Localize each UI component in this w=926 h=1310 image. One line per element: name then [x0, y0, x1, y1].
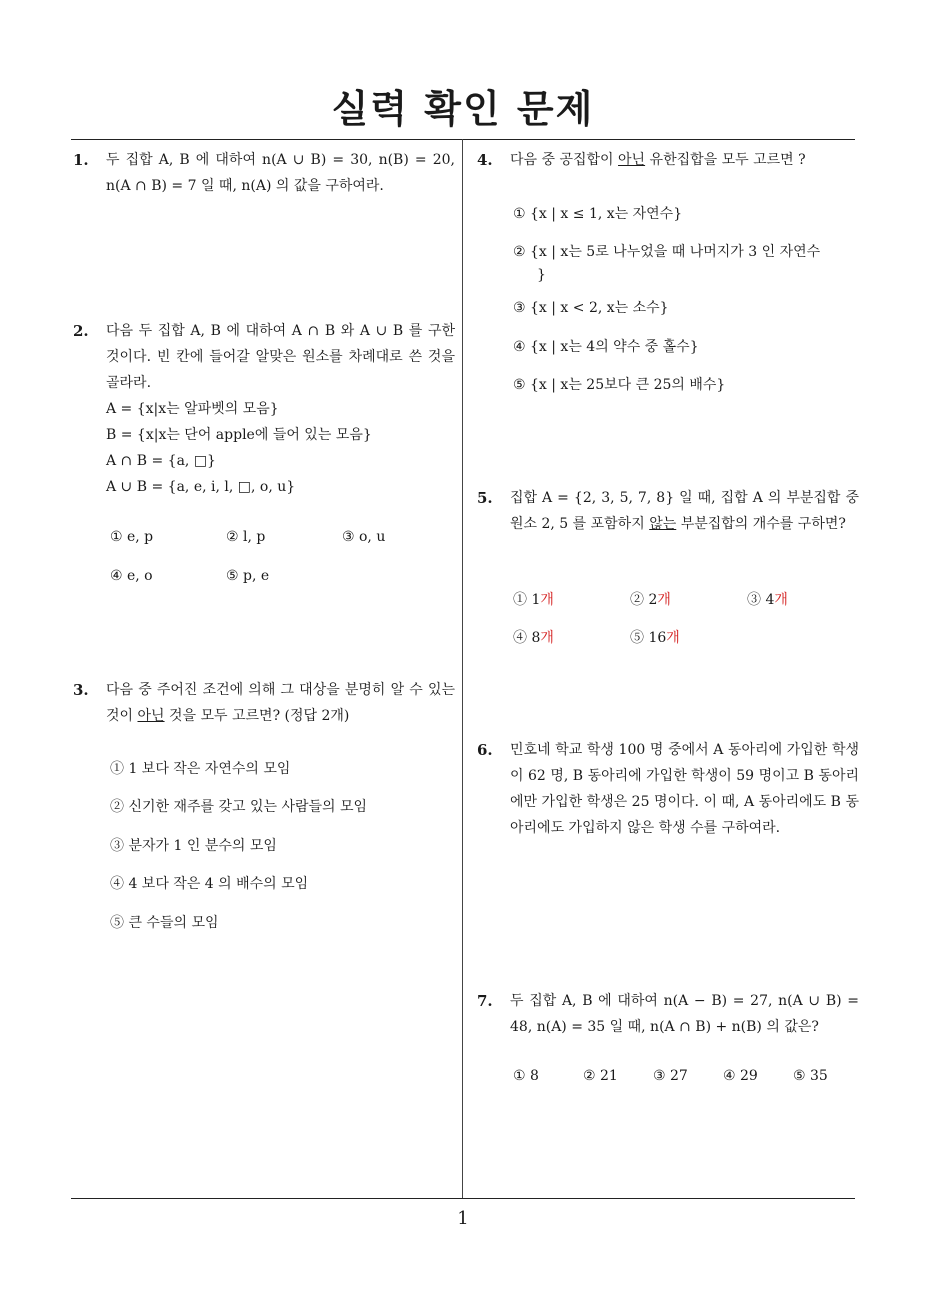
- set-definition-line: A ∪ B = {a, e, i, l, □, o, u}: [106, 479, 296, 495]
- answer-option[interactable]: ② {x | x는 5로 나누었을 때 나머지가 3 인 자연수: [513, 244, 821, 260]
- underlined-word: 않는: [649, 516, 677, 532]
- answer-option[interactable]: ④ 8개: [513, 630, 554, 646]
- answer-option[interactable]: ③ 분자가 1 인 분수의 모임: [110, 838, 277, 854]
- answer-option[interactable]: ② 2개: [630, 592, 671, 608]
- answer-option[interactable]: ④ {x | x는 4의 약수 중 홀수}: [513, 339, 699, 355]
- question-number: 2.: [73, 322, 89, 340]
- answer-option[interactable]: ④ 29: [723, 1068, 758, 1084]
- question-text: 민호네 학교 학생 100 명 중에서 A 동아리에 가입한 학생이 62 명, B 동아리에 가입한 학생이 59 명이고 B 동아리에만 가입한 학생은 25 명이다. 이 때, A 동아리에도 B 동아리에도 가입하지 않은 학생 수를 구하여라.: [510, 742, 859, 836]
- bottom-rule: [71, 1198, 855, 1199]
- answer-option[interactable]: ④ 4 보다 작은 4 의 배수의 모임: [110, 876, 309, 892]
- answer-option[interactable]: ② l, p: [226, 529, 266, 545]
- set-definition-line: B = {x|x는 단어 apple에 들어 있는 모음}: [106, 427, 372, 443]
- question-text: 다음 두 집합 A, B 에 대하여 A ∩ B 와 A ∪ B 를 구한 것이다. 빈 칸에 들어갈 알맞은 원소를 차례대로 쓴 것을 골라라.: [106, 323, 455, 391]
- answer-option-continuation: }: [537, 267, 546, 283]
- page-number: 1: [457, 1208, 469, 1229]
- question-2: [73, 318, 455, 500]
- column-divider: [462, 139, 463, 1198]
- question-1: [73, 147, 455, 199]
- answer-option[interactable]: ⑤ p, e: [226, 568, 270, 584]
- answer-option[interactable]: ⑤ 35: [793, 1068, 828, 1084]
- top-rule: [71, 139, 855, 140]
- question-3: [73, 677, 455, 729]
- answer-option[interactable]: ① 8: [513, 1068, 539, 1084]
- answer-option[interactable]: ④ e, o: [110, 568, 153, 584]
- question-7: [477, 988, 859, 1040]
- question-text: 두 집합 A, B 에 대하여 n(A − B) = 27, n(A ∪ B) = 48, n(A) = 35 일 때, n(A ∩ B) + n(B) 의 값은?: [510, 993, 859, 1035]
- answer-option[interactable]: ① e, p: [110, 529, 154, 545]
- question-text: 집합 A = {2, 3, 5, 7, 8} 일 때, 집합 A 의 부분집합 중 원소 2, 5 를 포함하지 않는 부분집합의 개수를 구하면?: [510, 490, 859, 532]
- answer-option[interactable]: ① {x | x ≤ 1, x는 자연수}: [513, 206, 683, 222]
- answer-option[interactable]: ③ 27: [653, 1068, 688, 1084]
- question-number: 3.: [73, 681, 89, 699]
- question-5: [477, 485, 859, 537]
- underlined-word: 아닌: [137, 708, 165, 724]
- question-text: 두 집합 A, B 에 대하여 n(A ∪ B) = 30, n(B) = 20, n(A ∩ B) = 7 일 때, n(A) 의 값을 구하여라.: [106, 152, 455, 194]
- question-number: 5.: [477, 489, 493, 507]
- set-definition-line: A = {x|x는 알파벳의 모음}: [106, 401, 279, 417]
- answer-option[interactable]: ② 21: [583, 1068, 618, 1084]
- underlined-word: 아닌: [618, 152, 646, 168]
- question-text: 다음 중 공집합이 아닌 유한집합을 모두 고르면 ?: [510, 152, 806, 168]
- answer-option[interactable]: ⑤ 큰 수들의 모임: [110, 915, 219, 931]
- answer-option[interactable]: ① 1 보다 작은 자연수의 모임: [110, 761, 291, 777]
- answer-option[interactable]: ① 1개: [513, 592, 554, 608]
- answer-option[interactable]: ③ {x | x < 2, x는 소수}: [513, 300, 669, 316]
- answer-option[interactable]: ③ 4개: [747, 592, 788, 608]
- answer-option[interactable]: ② 신기한 재주를 갖고 있는 사람들의 모임: [110, 799, 368, 815]
- question-6: [477, 737, 859, 841]
- question-text: 다음 중 주어진 조건에 의해 그 대상을 분명히 알 수 있는 것이 아닌 것을 모두 고르면? (정답 2개): [106, 682, 455, 724]
- set-definition-line: A ∩ B = {a, □}: [106, 453, 216, 469]
- question-number: 4.: [477, 151, 493, 169]
- question-number: 1.: [73, 151, 89, 169]
- answer-option[interactable]: ③ o, u: [342, 529, 386, 545]
- answer-option[interactable]: ⑤ {x | x는 25보다 큰 25의 배수}: [513, 377, 726, 393]
- question-4: [477, 147, 859, 173]
- page-title: 실력 확인 문제: [331, 87, 595, 131]
- answer-option[interactable]: ⑤ 16개: [630, 630, 680, 646]
- question-number: 7.: [477, 992, 493, 1010]
- question-number: 6.: [477, 741, 493, 759]
